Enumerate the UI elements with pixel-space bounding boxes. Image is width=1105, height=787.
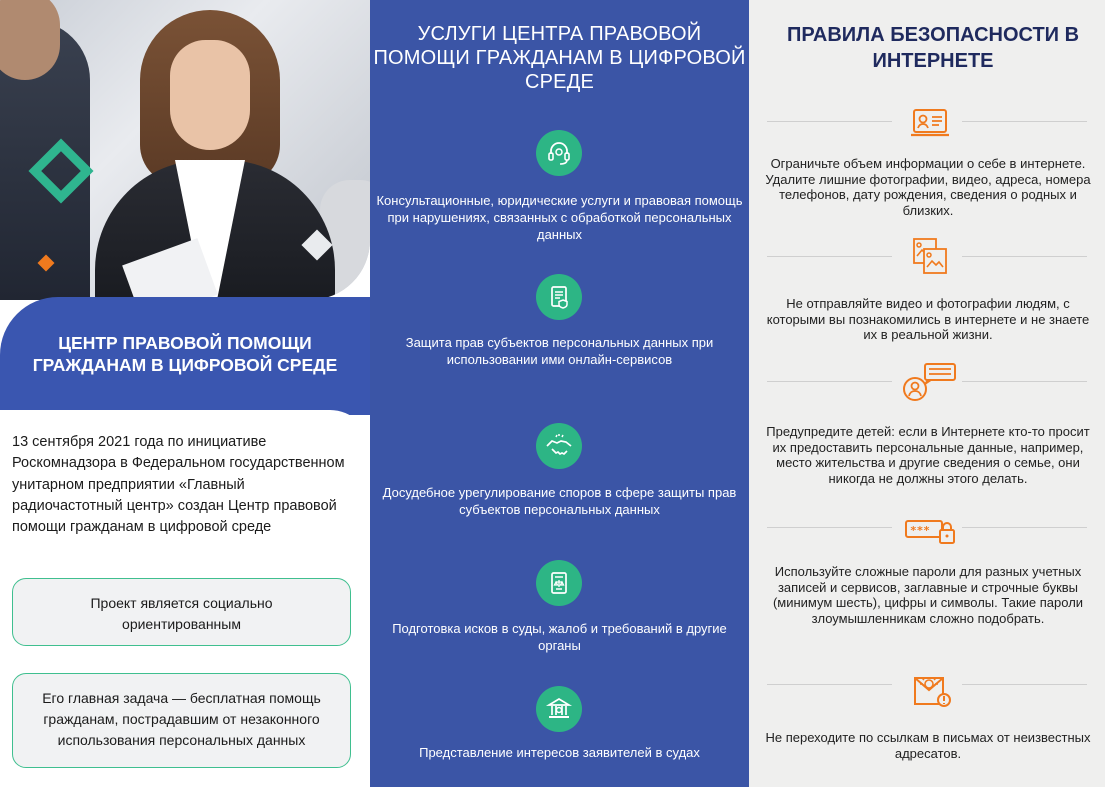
social-project-box xyxy=(12,578,351,646)
headset-icon xyxy=(536,130,582,176)
divider xyxy=(767,527,892,528)
social-project-text: Проект является социально ориентированным xyxy=(90,595,273,632)
rule-warn-children: Предупредите детей: если в Интернете кто-то просит их предоставить персональные данные, например, место жительства и другие сведения о семье, они никогда не должны этого делать. xyxy=(766,424,1090,486)
divider xyxy=(962,121,1087,122)
service-consulting: Консультационные, юридические услуги и правовая помощь при нарушениях, связанных с обработкой персональных данных xyxy=(376,193,743,242)
service-pretrial: Досудебное урегулирование споров в сфере защиты прав субъектов персональных данных xyxy=(382,485,737,517)
main-task-text: Его главная задача — бесплатная помощь гражданам, пострадавшим от незаконного использования персональных данных xyxy=(42,690,321,748)
services-column xyxy=(370,0,749,787)
rule-limit-info: Ограничьте объем информации о себе в интернете. Удалите лишние фотографии, видео, адреса, номера телефонов, дату рождения, сведения о родных и близких. xyxy=(765,156,1091,218)
legal-document-icon xyxy=(536,560,582,606)
divider xyxy=(767,121,892,122)
left-title: ЦЕНТР ПРАВОВОЙ ПОМОЩИ ГРАЖДАНАМ В ЦИФРОВОЙ СРЕДЕ xyxy=(32,333,338,375)
user-chat-icon xyxy=(901,362,957,402)
divider xyxy=(962,256,1087,257)
divider xyxy=(767,256,892,257)
divider xyxy=(767,684,892,685)
divider xyxy=(962,527,1087,528)
services-title: УСЛУГИ ЦЕНТРА ПРАВОВОЙ ПОМОЩИ ГРАЖДАНАМ В ЦИФРОВОЙ СРЕДЕ xyxy=(373,23,746,93)
service-court-representation: Представление интересов заявителей в судах xyxy=(419,745,700,760)
service-lawsuits: Подготовка исков в суды, жалоб и требований в другие органы xyxy=(392,621,727,653)
svg-text:***: *** xyxy=(910,524,930,537)
courthouse-icon xyxy=(536,686,582,732)
password-lock-icon xyxy=(904,512,956,552)
left-column xyxy=(0,0,370,787)
photos-icon xyxy=(908,236,952,276)
rule-no-links: Не переходите по ссылкам в письмах от неизвестных адресатов. xyxy=(765,730,1091,761)
intro-paragraph: 13 сентября 2021 года по инициативе Роскомнадзора в Федеральном государственном унитарном предприятии «Главный радиочастотный центр» создан Центр правовой помощи гражданам в цифровой среде xyxy=(12,434,345,536)
document-shield-icon xyxy=(536,274,582,320)
divider xyxy=(767,381,892,382)
divider xyxy=(962,684,1087,685)
divider xyxy=(962,381,1087,382)
envelope-virus-icon xyxy=(910,670,954,710)
safety-rules-title: ПРАВИЛА БЕЗОПАСНОСТИ В ИНТЕРНЕТЕ xyxy=(786,24,1080,72)
rule-no-photos: Не отправляйте видео и фотографии людям, с которыми вы познакомились в интернете и не знаете их в реальной жизни. xyxy=(766,296,1090,342)
rule-strong-passwords: Используйте сложные пароли для разных учетных записей и сервисов, заглавные и строчные буквы (минимум шесть), цифры и символы. Такие пароли злоумышленникам сложно подобрать. xyxy=(772,564,1084,626)
main-task-box xyxy=(12,673,351,768)
safety-rules-column xyxy=(749,0,1105,787)
profile-card-icon xyxy=(908,104,952,144)
service-protection: Защита прав субъектов персональных данных при использовании ими онлайн-сервисов xyxy=(405,335,714,367)
handshake-icon xyxy=(536,423,582,469)
